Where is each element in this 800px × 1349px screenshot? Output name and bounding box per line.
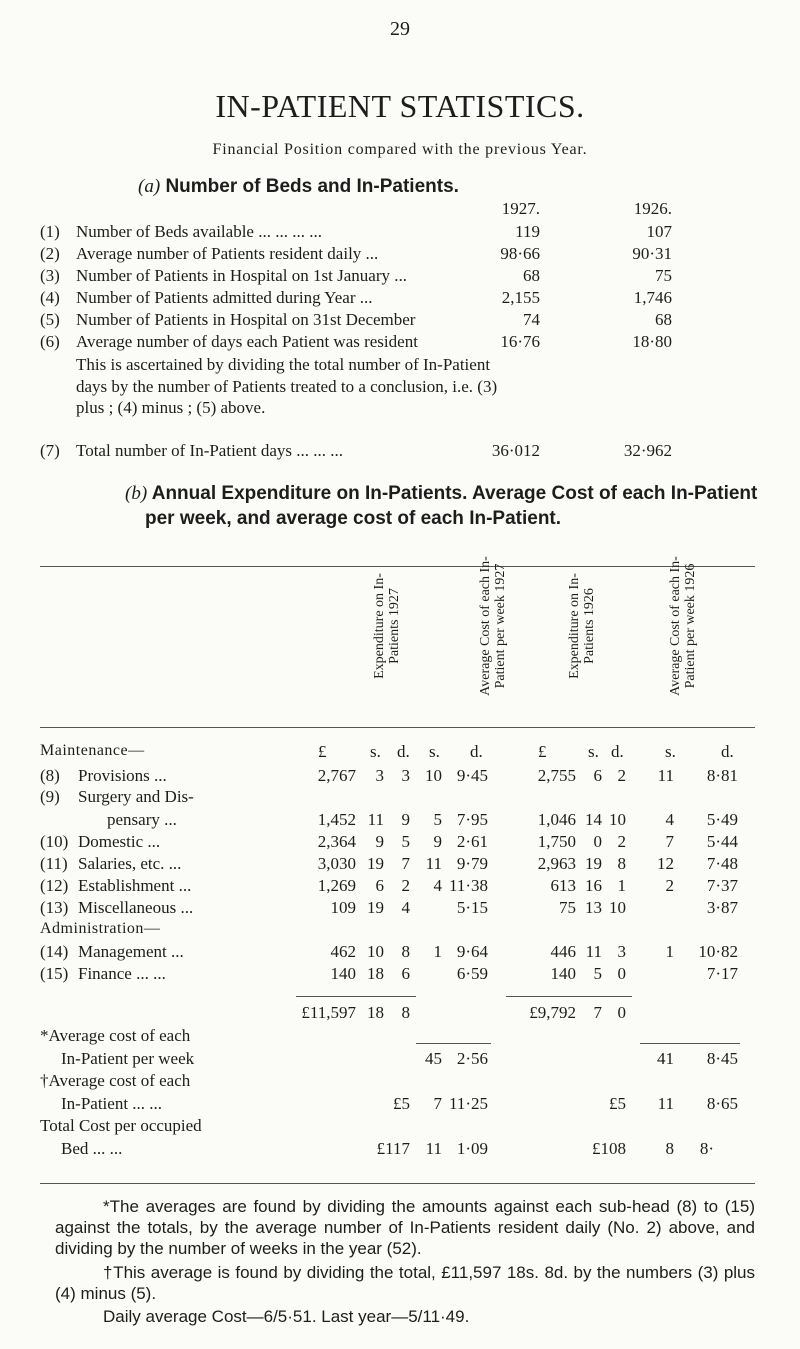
total-bed-label-2: Bed ... ... (61, 1139, 123, 1158)
total-bed-1926-shillings: 8 (665, 1139, 674, 1158)
row-number: (15) (40, 964, 69, 983)
unit-s-27: s. (370, 742, 381, 761)
row-label-cont: pensary ... (107, 810, 177, 829)
unit-d-cost26: d. (721, 742, 734, 761)
exp27-pence: 5 (401, 832, 410, 851)
row-label: Surgery and Dis- (78, 787, 194, 806)
cost27-shillings: 5 (433, 810, 442, 829)
row-label: Miscellaneous ... (78, 898, 194, 917)
avg-week-label-2: In-Patient per week (61, 1049, 195, 1068)
value-1927: 16·76 (500, 332, 540, 351)
value-1926: 75 (655, 266, 672, 285)
administration-label: Administration— (40, 920, 161, 937)
cost26-pence: 7·17 (706, 964, 738, 983)
value-1927: 2,155 (501, 288, 540, 307)
exp27-pounds: 1,452 (317, 810, 356, 829)
avg-week-1927-shillings: 45 (425, 1049, 442, 1068)
exp27-shillings: 3 (375, 766, 384, 785)
stat-row (0, 222, 800, 244)
value-1926: 18·80 (632, 332, 672, 351)
exp26-pounds: 140 (550, 964, 576, 983)
exp26-pounds: 446 (550, 942, 576, 961)
exp26-pounds: 2,963 (537, 854, 576, 873)
stat-row (0, 288, 800, 310)
row-label: Salaries, etc. ... (78, 854, 182, 873)
exp27-shillings: 10 (367, 942, 384, 961)
total-bed-1927-shillings: 11 (425, 1139, 442, 1158)
cost27-pence: 2·61 (456, 832, 488, 851)
value-1926: 90·31 (632, 244, 672, 263)
avg-patient-1926-pounds: £5 (609, 1094, 626, 1113)
row-label: Provisions ... (78, 766, 167, 785)
col-header-avg-cost-1926: Average Cost of each In-Patient per week 1926 (668, 556, 698, 696)
row-description: Total number of In-Patient days ... ... ... (76, 441, 343, 460)
stat-row (0, 244, 800, 266)
row-label: Domestic ... (78, 832, 161, 851)
exp26-pounds: 2,755 (537, 766, 576, 785)
footnote-star: *The averages are found by dividing the amounts against each sub-head (8) to (15) against the totals, by the average number of In-Patients resident daily (No. 2) above, and dividing by the number of weeks in the year (52). (55, 1197, 755, 1258)
total-exp27-pence: 8 (401, 1003, 410, 1022)
stat-row (0, 441, 800, 463)
cost26-pence: 10·82 (698, 942, 738, 961)
exp27-shillings: 19 (367, 898, 384, 917)
total-exp26-pence: 0 (617, 1003, 626, 1022)
row-number: (2) (40, 244, 60, 263)
exp26-shillings: 0 (593, 832, 602, 851)
unit-s-cost27: s. (429, 742, 440, 761)
col-header-expenditure-1926: Expenditure on In-Patients 1926 (567, 573, 597, 679)
total-rule-1927 (296, 996, 416, 997)
avg-patient-label-1: †Average cost of each (40, 1071, 191, 1090)
total-bed-label-1: Total Cost per occupied (40, 1116, 202, 1135)
exp27-shillings: 6 (375, 876, 384, 895)
cost27-shillings: 4 (433, 876, 442, 895)
row-description: Number of Patients in Hospital on 1st January ... (76, 266, 407, 285)
value-1927: 74 (523, 310, 540, 329)
row-label: Management ... (78, 942, 184, 961)
row-number: (9) (40, 787, 60, 806)
table-bottom-rule (40, 1183, 755, 1184)
row-number: (4) (40, 288, 60, 307)
row-number: (3) (40, 266, 60, 285)
exp26-shillings: 16 (585, 876, 602, 895)
exp26-shillings: 14 (585, 810, 602, 829)
exp27-pence: 9 (401, 810, 410, 829)
total-bed-1926-pounds: £108 (592, 1139, 626, 1158)
row-number: (14) (40, 942, 69, 961)
row-number: (1) (40, 222, 60, 241)
row-description: Number of Beds available ... ... ... ... (76, 222, 322, 241)
unit-pound-27: £ (318, 742, 327, 761)
cost26-shillings: 7 (665, 832, 674, 851)
section-a-title: Number of Beds and In-Patients. (165, 176, 459, 197)
unit-d-26: d. (611, 742, 624, 761)
exp27-pence: 6 (401, 964, 410, 983)
exp26-pounds: 75 (559, 898, 576, 917)
col-header-expenditure-1927: Expenditure on In-Patients 1927 (372, 573, 402, 679)
stat-row (0, 310, 800, 332)
section-a-heading (138, 176, 459, 198)
row-number: (10) (40, 832, 69, 851)
exp27-pence: 2 (401, 876, 410, 895)
exp26-pence: 8 (617, 854, 626, 873)
exp26-pence: 2 (617, 832, 626, 851)
section-b-title-line1: Annual Expenditure on In-Patients. Average Cost of each In-Patient (151, 483, 758, 504)
unit-s-cost26: s. (665, 742, 676, 761)
col-header-avg-cost-1927: Average Cost of each In-Patient per week 1927 (478, 556, 508, 696)
stat-row (0, 332, 800, 354)
avg-patient-label-2: In-Patient ... ... (61, 1094, 163, 1113)
row-description: Number of Patients in Hospital on 31st December (76, 310, 416, 329)
exp27-shillings: 9 (375, 832, 384, 851)
exp27-pounds: 3,030 (317, 854, 356, 873)
row-number: (13) (40, 898, 69, 917)
avg-week-1926-pence: 8·45 (706, 1049, 738, 1068)
exp27-pence: 7 (401, 854, 410, 873)
year-1926-header: 1926. (633, 199, 672, 218)
value-1926: 1,746 (633, 288, 672, 307)
value-1927: 98·66 (500, 244, 540, 263)
row-number: (11) (40, 854, 68, 873)
cost27-pence: 9·64 (456, 942, 488, 961)
exp27-pounds: 2,364 (317, 832, 356, 851)
exp26-pence: 3 (617, 942, 626, 961)
row-number: (12) (40, 876, 69, 895)
cost27-pence: 7·95 (456, 810, 488, 829)
unit-d-cost27: d. (470, 742, 483, 761)
row-description: Number of Patients admitted during Year ... (76, 288, 373, 307)
total-exp27-pounds: £11,597 (301, 1003, 356, 1022)
total-bed-1927-pounds: £117 (376, 1139, 410, 1158)
avg-rule-1927 (416, 1043, 491, 1044)
page-title: IN-PATIENT STATISTICS. (215, 88, 585, 124)
cost26-pence: 7·37 (706, 876, 738, 895)
row-number: (7) (40, 441, 60, 460)
exp26-shillings: 19 (585, 854, 602, 873)
footnote-dagger: †This average is found by dividing the total, £11,597 18s. 8d. by the numbers (3) plus (4) minus (5). (55, 1263, 755, 1303)
cost27-pence: 9·79 (456, 854, 488, 873)
avg-week-1926-shillings: 41 (657, 1049, 674, 1068)
total-rule-1926 (506, 996, 632, 997)
cost27-shillings: 1 (433, 942, 442, 961)
exp26-shillings: 11 (585, 942, 602, 961)
avg-week-1927-pence: 2·56 (456, 1049, 488, 1068)
section-b-heading (125, 483, 757, 505)
total-bed-1927-pence: 1·09 (456, 1139, 488, 1158)
unit-d-27: d. (397, 742, 410, 761)
exp27-pence: 4 (401, 898, 410, 917)
cost26-pence: 8·81 (706, 766, 738, 785)
exp27-shillings: 19 (367, 854, 384, 873)
cost26-pence: 5·44 (706, 832, 738, 851)
year-1927-header: 1927. (501, 199, 540, 218)
row-description: Average number of Patients resident daily ... (76, 244, 379, 263)
row-number: (5) (40, 310, 60, 329)
exp26-shillings: 13 (585, 898, 602, 917)
avg-patient-1927-pounds: £5 (393, 1094, 410, 1113)
cost27-pence: 11·38 (448, 876, 488, 895)
avg-patient-1927-pence: 11·25 (448, 1094, 488, 1113)
total-exp26-pounds: £9,792 (529, 1003, 576, 1022)
cost26-shillings: 1 (665, 942, 674, 961)
avg-patient-1927-shillings: 7 (433, 1094, 442, 1113)
cost27-shillings: 9 (433, 832, 442, 851)
exp27-shillings: 11 (367, 810, 384, 829)
avg-patient-1926-shillings: 11 (657, 1094, 674, 1113)
value-1927: 36·012 (491, 441, 540, 460)
cost26-pence: 5·49 (706, 810, 738, 829)
exp26-pence: 1 (617, 876, 626, 895)
exp27-pounds: 2,767 (317, 766, 356, 785)
page-subtitle: Financial Position compared with the previous Year. (212, 141, 588, 158)
exp26-pence: 10 (609, 810, 626, 829)
exp27-pounds: 1,269 (317, 876, 356, 895)
exp26-pounds: 1,750 (537, 832, 576, 851)
exp27-pounds: 140 (330, 964, 356, 983)
row-label: Establishment ... (78, 876, 192, 895)
footnote-daily-average: Daily average Cost—6/5·51. Last year—5/11·49. (103, 1307, 470, 1326)
cost26-pence: 7·48 (706, 854, 738, 873)
cost27-pence: 5·15 (456, 898, 488, 917)
cost27-shillings: 11 (425, 854, 442, 873)
avg-patient-1926-pence: 8·65 (706, 1094, 738, 1113)
value-1926: 68 (655, 310, 672, 329)
section-b-label: (b) (125, 483, 148, 504)
unit-s-26: s. (588, 742, 599, 761)
exp27-pounds: 109 (330, 898, 356, 917)
cost26-shillings: 11 (657, 766, 674, 785)
cost26-shillings: 4 (665, 810, 674, 829)
exp26-pence: 0 (617, 964, 626, 983)
cost26-shillings: 2 (665, 876, 674, 895)
exp26-pounds: 1,046 (537, 810, 576, 829)
value-1927: 119 (515, 222, 540, 241)
cost27-pence: 9·45 (456, 766, 488, 785)
row-label: Finance ... ... (78, 964, 166, 983)
avg-week-label-1: *Average cost of each (40, 1026, 191, 1045)
exp26-pence: 2 (617, 766, 626, 785)
total-exp27-shillings: 18 (367, 1003, 384, 1022)
exp27-pence: 8 (401, 942, 410, 961)
exp26-shillings: 5 (593, 964, 602, 983)
cost27-pence: 6·59 (456, 964, 488, 983)
page-number: 29 (390, 18, 410, 40)
row-number: (6) (40, 332, 60, 351)
value-1926: 107 (646, 222, 672, 241)
cost27-shillings: 10 (425, 766, 442, 785)
exp27-shillings: 18 (367, 964, 384, 983)
section-b-title-line2: per week, and average cost of each In-Patient. (145, 508, 562, 529)
avg-rule-1926 (640, 1043, 740, 1044)
total-exp26-shillings: 7 (593, 1003, 602, 1022)
exp26-pence: 10 (609, 898, 626, 917)
section-a-label: (a) (138, 176, 161, 197)
table-header-rule (40, 727, 755, 728)
cost26-shillings: 12 (657, 854, 674, 873)
maintenance-label: Maintenance— (40, 742, 145, 759)
total-bed-1926-pence: 8· (699, 1139, 714, 1158)
row-number: (8) (40, 766, 60, 785)
unit-pound-26: £ (538, 742, 547, 761)
exp26-pounds: 613 (550, 876, 576, 895)
exp27-pounds: 462 (330, 942, 356, 961)
stat-row (0, 266, 800, 288)
value-1927: 68 (523, 266, 540, 285)
exp27-pence: 3 (401, 766, 410, 785)
cost26-pence: 3·87 (706, 898, 738, 917)
exp26-shillings: 6 (593, 766, 602, 785)
value-1926: 32·962 (623, 441, 672, 460)
row-description: Average number of days each Patient was resident (76, 332, 418, 351)
row-6-note: This is ascertained by dividing the total number of In-Patient days by the number of Patients treated to a conclusion, i.e. (3) plus ; (4) minus ; (5) above. (76, 355, 498, 417)
